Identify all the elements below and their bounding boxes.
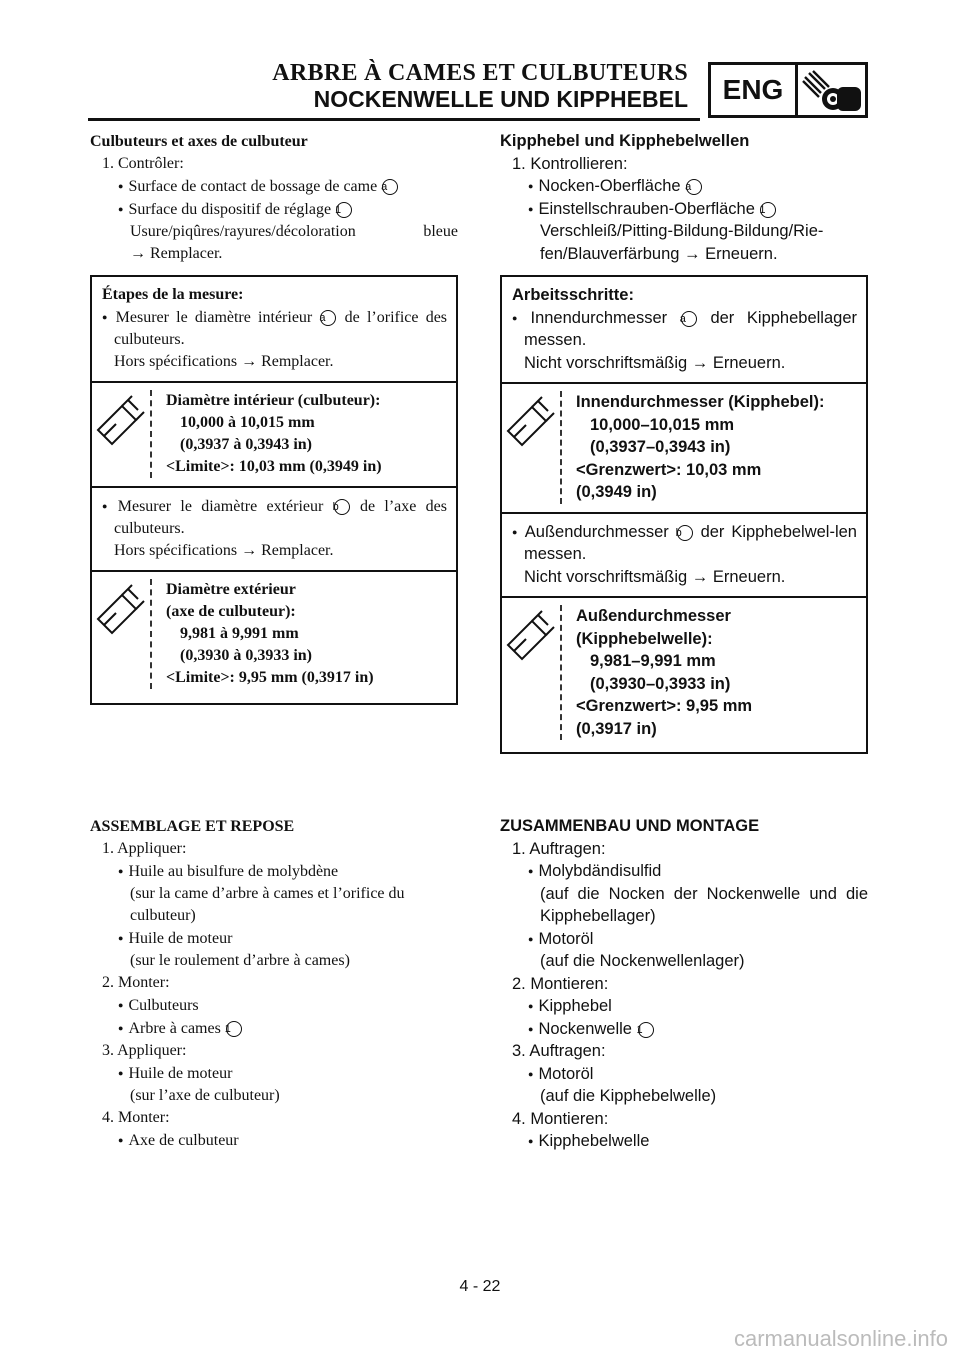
eng-badge <box>708 62 868 118</box>
german-assembly <box>500 815 868 1153</box>
marker-a-icon: a <box>382 179 398 195</box>
page-number: 4 - 22 <box>459 1278 501 1295</box>
box-title: Arbeitsschritte: <box>512 286 634 304</box>
note-text: Hors spécifications → Remplacer. <box>114 542 334 559</box>
caliper-icon <box>502 605 562 740</box>
step-label: 1. Contrôler: <box>102 155 184 172</box>
list-item: ● Surface de contact de bossage de came a <box>90 175 458 198</box>
marker-1-icon: 1 <box>638 1022 654 1038</box>
caliper-icon <box>502 391 562 504</box>
eng-label: ENG <box>711 65 798 115</box>
spec-title: Diamètre extérieur <box>166 581 296 598</box>
measurement-box <box>500 275 868 754</box>
marker-1-icon: 1 <box>760 202 776 218</box>
spec-title: Außendurchmesser <box>576 607 731 625</box>
engine-bolt-icon <box>799 67 865 115</box>
list-item: ● Nocken-Oberfläche a <box>500 175 868 198</box>
section-title: Culbuteurs et axes de culbuteur <box>90 133 308 150</box>
marker-b-icon: b <box>334 499 350 515</box>
spec-title: (axe de culbuteur): <box>166 603 296 620</box>
spec-limit: <Grenzwert>: 9,95 mm <box>576 697 753 715</box>
spec-limit: <Grenzwert>: 10,03 mm <box>576 460 762 479</box>
watermark: carmanualsonline.info <box>733 1326 948 1351</box>
step-label: 1. Kontrollieren: <box>512 154 628 173</box>
list-item: ● Huile de moteur <box>90 927 458 950</box>
list-item: ● Surface du dispositif de réglage 1 <box>90 198 458 221</box>
list-item: ● Außendurchmesser b der Kipphebelwel-len messen. <box>512 521 857 566</box>
step-label: 1. Auftragen: <box>512 839 606 858</box>
french-assembly <box>90 816 458 1152</box>
spec-value: 10,000–10,015 mm <box>590 415 735 434</box>
spec-title: Innendurchmesser (Kipphebel): <box>576 393 825 411</box>
caliper-icon <box>92 390 152 478</box>
step-label: 2. Montieren: <box>512 974 609 993</box>
note-text: (auf die Kipphebelwelle) <box>540 1087 717 1105</box>
step-label: 3. Auftragen: <box>512 1042 606 1060</box>
spec-limit: <Limite>: 9,95 mm (0,3917 in) <box>166 669 374 686</box>
marker-b-icon: b <box>677 525 693 541</box>
spec-title: (Kipphebelwelle): <box>576 629 713 648</box>
list-item: ● Innendurchmesser a der Kipphebellager messen. <box>512 307 857 352</box>
step-label: 1. Appliquer: <box>102 840 187 857</box>
spec-value: (0,3930 à 0,3933 in) <box>180 647 312 664</box>
note-text: → Remplacer. <box>130 245 223 262</box>
list-item: ● Mesurer le diamètre extérieur b de l’axe des culbuteurs. <box>102 495 447 540</box>
note-text: (sur le roulement d’arbre à cames) <box>130 952 350 969</box>
spec-block <box>92 579 447 689</box>
box-title: Étapes de la mesure: <box>102 286 244 303</box>
section-title: Kipphebel und Kipphebelwellen <box>500 132 750 150</box>
list-item: ● Huile de moteur <box>90 1062 458 1085</box>
step-label: 3. Appliquer: <box>102 1042 187 1059</box>
step-label: 4. Montieren: <box>512 1109 609 1128</box>
list-item: ● Culbuteurs <box>90 994 458 1017</box>
note-text: Usure/piqûres/rayures/décoloration bleue <box>130 223 458 240</box>
german-column <box>500 130 868 754</box>
list-item: ● Kipphebel <box>500 995 868 1018</box>
note-text: (sur la came d’arbre à cames et l’orifice du culbuteur) <box>130 885 405 924</box>
spec-limit: <Limite>: 10,03 mm (0,3949 in) <box>166 458 382 475</box>
spec-limit: (0,3917 in) <box>576 719 657 738</box>
section-title: ZUSAMMENBAU UND MONTAGE <box>500 817 760 835</box>
list-item: ● Kipphebelwelle <box>500 1130 868 1153</box>
list-item: ● Motoröl <box>500 1063 868 1086</box>
spec-block <box>92 390 447 478</box>
french-column <box>90 131 458 705</box>
marker-1-icon: 1 <box>226 1021 242 1037</box>
caliper-icon <box>92 579 152 689</box>
section-title: ASSEMBLAGE ET REPOSE <box>90 818 295 835</box>
marker-a-icon: a <box>681 311 697 327</box>
spec-value: 9,981–9,991 mm <box>590 652 716 670</box>
marker-1-icon: 1 <box>336 202 352 218</box>
note-text: (auf die Nockenwellenlager) <box>540 952 745 970</box>
header-rule <box>88 118 700 121</box>
spec-title: Diamètre intérieur (culbuteur): <box>166 392 381 409</box>
note-text: Nicht vorschriftsmäßig → Erneuern. <box>524 353 786 372</box>
list-item: ● Axe de culbuteur <box>90 1129 458 1152</box>
page-title-fr: ARBRE À CAMES ET CULBUTEURS <box>272 60 688 86</box>
note-text: Verschleiß/Pitting-Bildung-Bildung/Rie-fen/Blauverfärbung → Erneuern. <box>540 222 824 263</box>
list-item: ● Nockenwelle 1 <box>500 1018 868 1041</box>
note-text: (sur l’axe de culbuteur) <box>130 1087 280 1104</box>
list-item: ● Motoröl <box>500 928 868 951</box>
spec-block <box>502 605 857 740</box>
measurement-box <box>90 275 458 705</box>
step-label: 2. Monter: <box>102 974 170 991</box>
page-title-de: NOCKENWELLE UND KIPPHEBEL <box>313 86 688 112</box>
note-text: Nicht vorschriftsmäßig → Erneuern. <box>524 567 786 586</box>
spec-value: (0,3937 à 0,3943 in) <box>180 436 312 453</box>
list-item: ● Molybdändisulfid <box>500 860 868 883</box>
marker-a-icon: a <box>686 179 702 195</box>
spec-value: 10,000 à 10,015 mm <box>180 414 315 431</box>
spec-block <box>502 391 857 504</box>
list-item: ● Arbre à cames 1 <box>90 1017 458 1040</box>
note-text: (auf die Nocken der Nockenwelle und die Kipphebellager) <box>540 884 868 925</box>
spec-value: (0,3937–0,3943 in) <box>590 438 731 456</box>
spec-value: (0,3930–0,3933 in) <box>590 674 731 693</box>
spec-value: 9,981 à 9,991 mm <box>180 625 299 642</box>
step-label: 4. Monter: <box>102 1109 170 1126</box>
list-item: ● Einstellschrauben-Oberfläche 1 <box>500 198 868 221</box>
marker-a-icon: a <box>320 310 336 326</box>
note-text: Hors spécifications → Remplacer. <box>114 353 334 370</box>
list-item: ● Mesurer le diamètre intérieur a de l’orifice des culbuteurs. <box>102 306 447 351</box>
spec-limit: (0,3949 in) <box>576 483 657 501</box>
list-item: ● Huile au bisulfure de molybdène <box>90 860 458 883</box>
